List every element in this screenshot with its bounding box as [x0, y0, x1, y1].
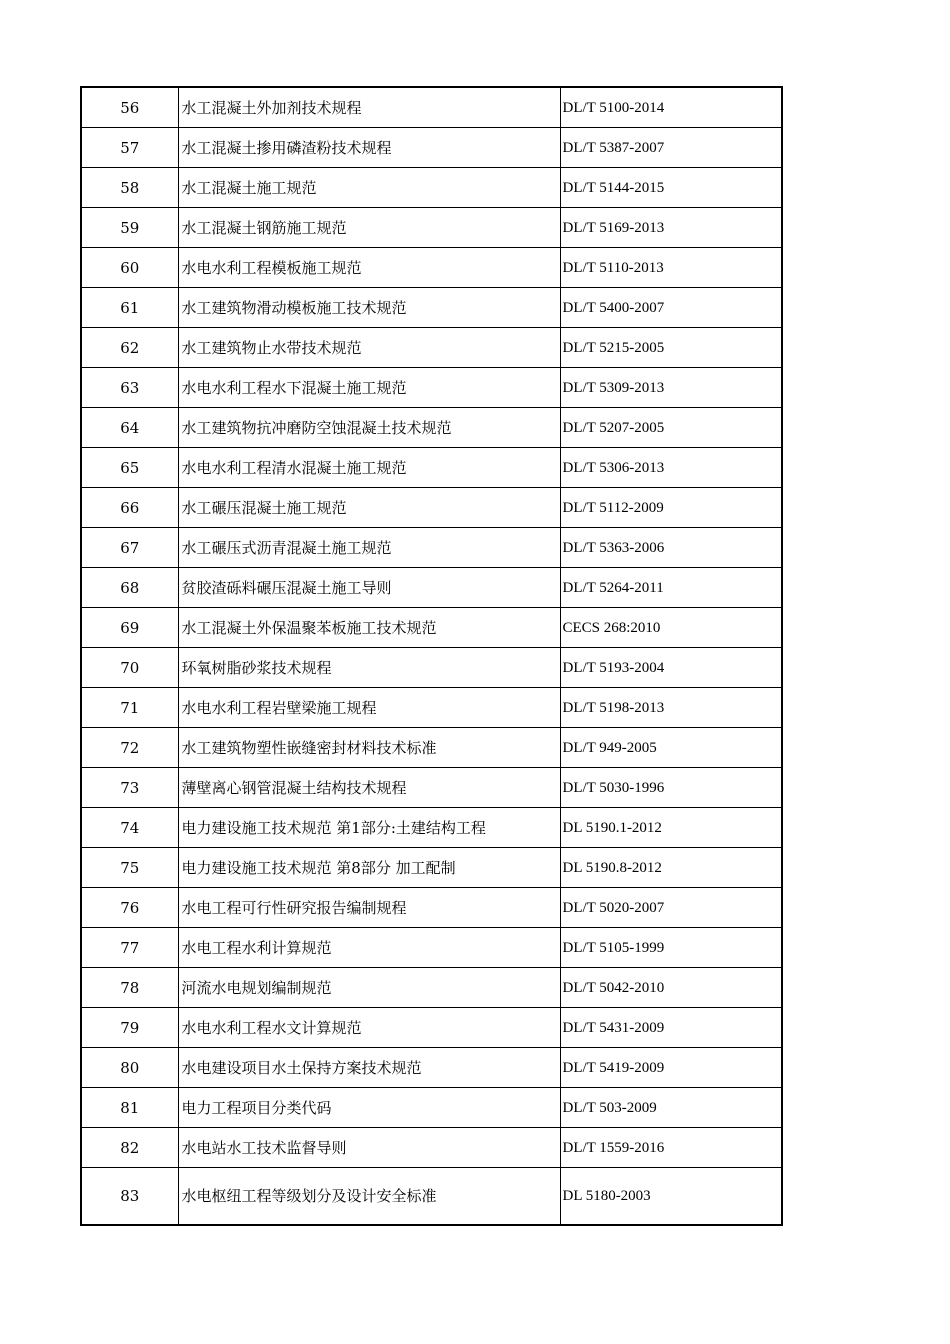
- row-number: 61: [81, 288, 178, 328]
- standard-name: 电力工程项目分类代码: [178, 1088, 560, 1128]
- table-row: [81, 288, 782, 328]
- standard-code: DL/T 5400-2007: [560, 288, 782, 328]
- standard-name: 水工建筑物止水带技术规范: [178, 328, 560, 368]
- standard-code: DL/T 503-2009: [560, 1088, 782, 1128]
- row-number: 70: [81, 648, 178, 688]
- standard-name: 薄壁离心钢管混凝土结构技术规程: [178, 768, 560, 808]
- standard-name: 水电工程可行性研究报告编制规程: [178, 888, 560, 928]
- table-row: [81, 248, 782, 288]
- standard-name: 水电水利工程清水混凝土施工规范: [178, 448, 560, 488]
- row-number: 77: [81, 928, 178, 968]
- table-row: [81, 928, 782, 968]
- row-number: 82: [81, 1128, 178, 1168]
- table-row: [81, 968, 782, 1008]
- table-row: [81, 608, 782, 648]
- standard-name: 水工混凝土施工规范: [178, 168, 560, 208]
- table-row: [81, 848, 782, 888]
- standards-table-body: [81, 87, 782, 1225]
- standard-code: DL/T 5110-2013: [560, 248, 782, 288]
- standard-code: DL/T 5306-2013: [560, 448, 782, 488]
- standard-code: DL/T 5193-2004: [560, 648, 782, 688]
- standard-code: DL/T 5431-2009: [560, 1008, 782, 1048]
- standard-code: DL/T 5215-2005: [560, 328, 782, 368]
- standard-name: 环氧树脂砂浆技术规程: [178, 648, 560, 688]
- standard-name: 水电建设项目水土保持方案技术规范: [178, 1048, 560, 1088]
- row-number: 83: [81, 1168, 178, 1226]
- table-row: [81, 728, 782, 768]
- table-row: [81, 528, 782, 568]
- table-row: [81, 648, 782, 688]
- standard-name: 水电枢纽工程等级划分及设计安全标准: [178, 1168, 560, 1226]
- standard-code: DL/T 5100-2014: [560, 87, 782, 128]
- standard-code: DL/T 5030-1996: [560, 768, 782, 808]
- standard-code: DL 5190.1-2012: [560, 808, 782, 848]
- row-number: 68: [81, 568, 178, 608]
- row-number: 74: [81, 808, 178, 848]
- table-row: [81, 688, 782, 728]
- table-row: [81, 448, 782, 488]
- standard-code: DL/T 5309-2013: [560, 368, 782, 408]
- row-number: 80: [81, 1048, 178, 1088]
- row-number: 76: [81, 888, 178, 928]
- standard-code: DL/T 5198-2013: [560, 688, 782, 728]
- row-number: 67: [81, 528, 178, 568]
- standard-code: CECS 268:2010: [560, 608, 782, 648]
- standard-name: 水工建筑物抗冲磨防空蚀混凝土技术规范: [178, 408, 560, 448]
- table-row: [81, 168, 782, 208]
- standard-name: 水电站水工技术监督导则: [178, 1128, 560, 1168]
- standard-code: DL/T 5112-2009: [560, 488, 782, 528]
- standard-code: DL/T 5144-2015: [560, 168, 782, 208]
- standard-name: 水电水利工程岩壁梁施工规程: [178, 688, 560, 728]
- standard-name: 水工混凝土外保温聚苯板施工技术规范: [178, 608, 560, 648]
- table-row: [81, 1168, 782, 1226]
- table-row: [81, 1048, 782, 1088]
- row-number: 71: [81, 688, 178, 728]
- table-row: [81, 568, 782, 608]
- table-row: [81, 208, 782, 248]
- standard-code: DL/T 5419-2009: [560, 1048, 782, 1088]
- standard-name: 水电水利工程模板施工规范: [178, 248, 560, 288]
- row-number: 79: [81, 1008, 178, 1048]
- standard-name: 水工建筑物滑动模板施工技术规范: [178, 288, 560, 328]
- row-number: 72: [81, 728, 178, 768]
- table-row: [81, 368, 782, 408]
- standard-code: DL/T 5169-2013: [560, 208, 782, 248]
- table-row: [81, 408, 782, 448]
- row-number: 81: [81, 1088, 178, 1128]
- standard-name: 电力建设施工技术规范 第1部分:土建结构工程: [178, 808, 560, 848]
- table-row: [81, 128, 782, 168]
- standard-code: DL/T 5387-2007: [560, 128, 782, 168]
- table-row: [81, 1008, 782, 1048]
- standard-name: 水电工程水利计算规范: [178, 928, 560, 968]
- table-row: [81, 808, 782, 848]
- table-row: [81, 1088, 782, 1128]
- row-number: 69: [81, 608, 178, 648]
- standard-code: DL/T 5363-2006: [560, 528, 782, 568]
- standard-code: DL/T 949-2005: [560, 728, 782, 768]
- standard-code: DL/T 5207-2005: [560, 408, 782, 448]
- row-number: 73: [81, 768, 178, 808]
- table-row: [81, 768, 782, 808]
- row-number: 60: [81, 248, 178, 288]
- table-row: [81, 488, 782, 528]
- standard-name: 水工混凝土钢筋施工规范: [178, 208, 560, 248]
- standard-name: 水电水利工程水下混凝土施工规范: [178, 368, 560, 408]
- row-number: 65: [81, 448, 178, 488]
- row-number: 75: [81, 848, 178, 888]
- row-number: 56: [81, 87, 178, 128]
- standard-name: 水工混凝土外加剂技术规程: [178, 87, 560, 128]
- standard-name: 水电水利工程水文计算规范: [178, 1008, 560, 1048]
- table-row: [81, 87, 782, 128]
- standards-table: [80, 86, 783, 1226]
- standard-name: 贫胶渣砾料碾压混凝土施工导则: [178, 568, 560, 608]
- standard-name: 电力建设施工技术规范 第8部分 加工配制: [178, 848, 560, 888]
- row-number: 57: [81, 128, 178, 168]
- standard-code: DL 5190.8-2012: [560, 848, 782, 888]
- standard-code: DL/T 5264-2011: [560, 568, 782, 608]
- table-row: [81, 888, 782, 928]
- row-number: 64: [81, 408, 178, 448]
- table-row: [81, 328, 782, 368]
- row-number: 59: [81, 208, 178, 248]
- standard-code: DL/T 1559-2016: [560, 1128, 782, 1168]
- standard-name: 水工碾压式沥青混凝土施工规范: [178, 528, 560, 568]
- row-number: 58: [81, 168, 178, 208]
- table-row: [81, 1128, 782, 1168]
- standard-name: 水工建筑物塑性嵌缝密封材料技术标准: [178, 728, 560, 768]
- row-number: 78: [81, 968, 178, 1008]
- standard-code: DL 5180-2003: [560, 1168, 782, 1226]
- standard-code: DL/T 5105-1999: [560, 928, 782, 968]
- row-number: 63: [81, 368, 178, 408]
- standard-name: 水工混凝土掺用磷渣粉技术规程: [178, 128, 560, 168]
- standard-code: DL/T 5042-2010: [560, 968, 782, 1008]
- standard-name: 河流水电规划编制规范: [178, 968, 560, 1008]
- row-number: 62: [81, 328, 178, 368]
- row-number: 66: [81, 488, 178, 528]
- standard-name: 水工碾压混凝土施工规范: [178, 488, 560, 528]
- standard-code: DL/T 5020-2007: [560, 888, 782, 928]
